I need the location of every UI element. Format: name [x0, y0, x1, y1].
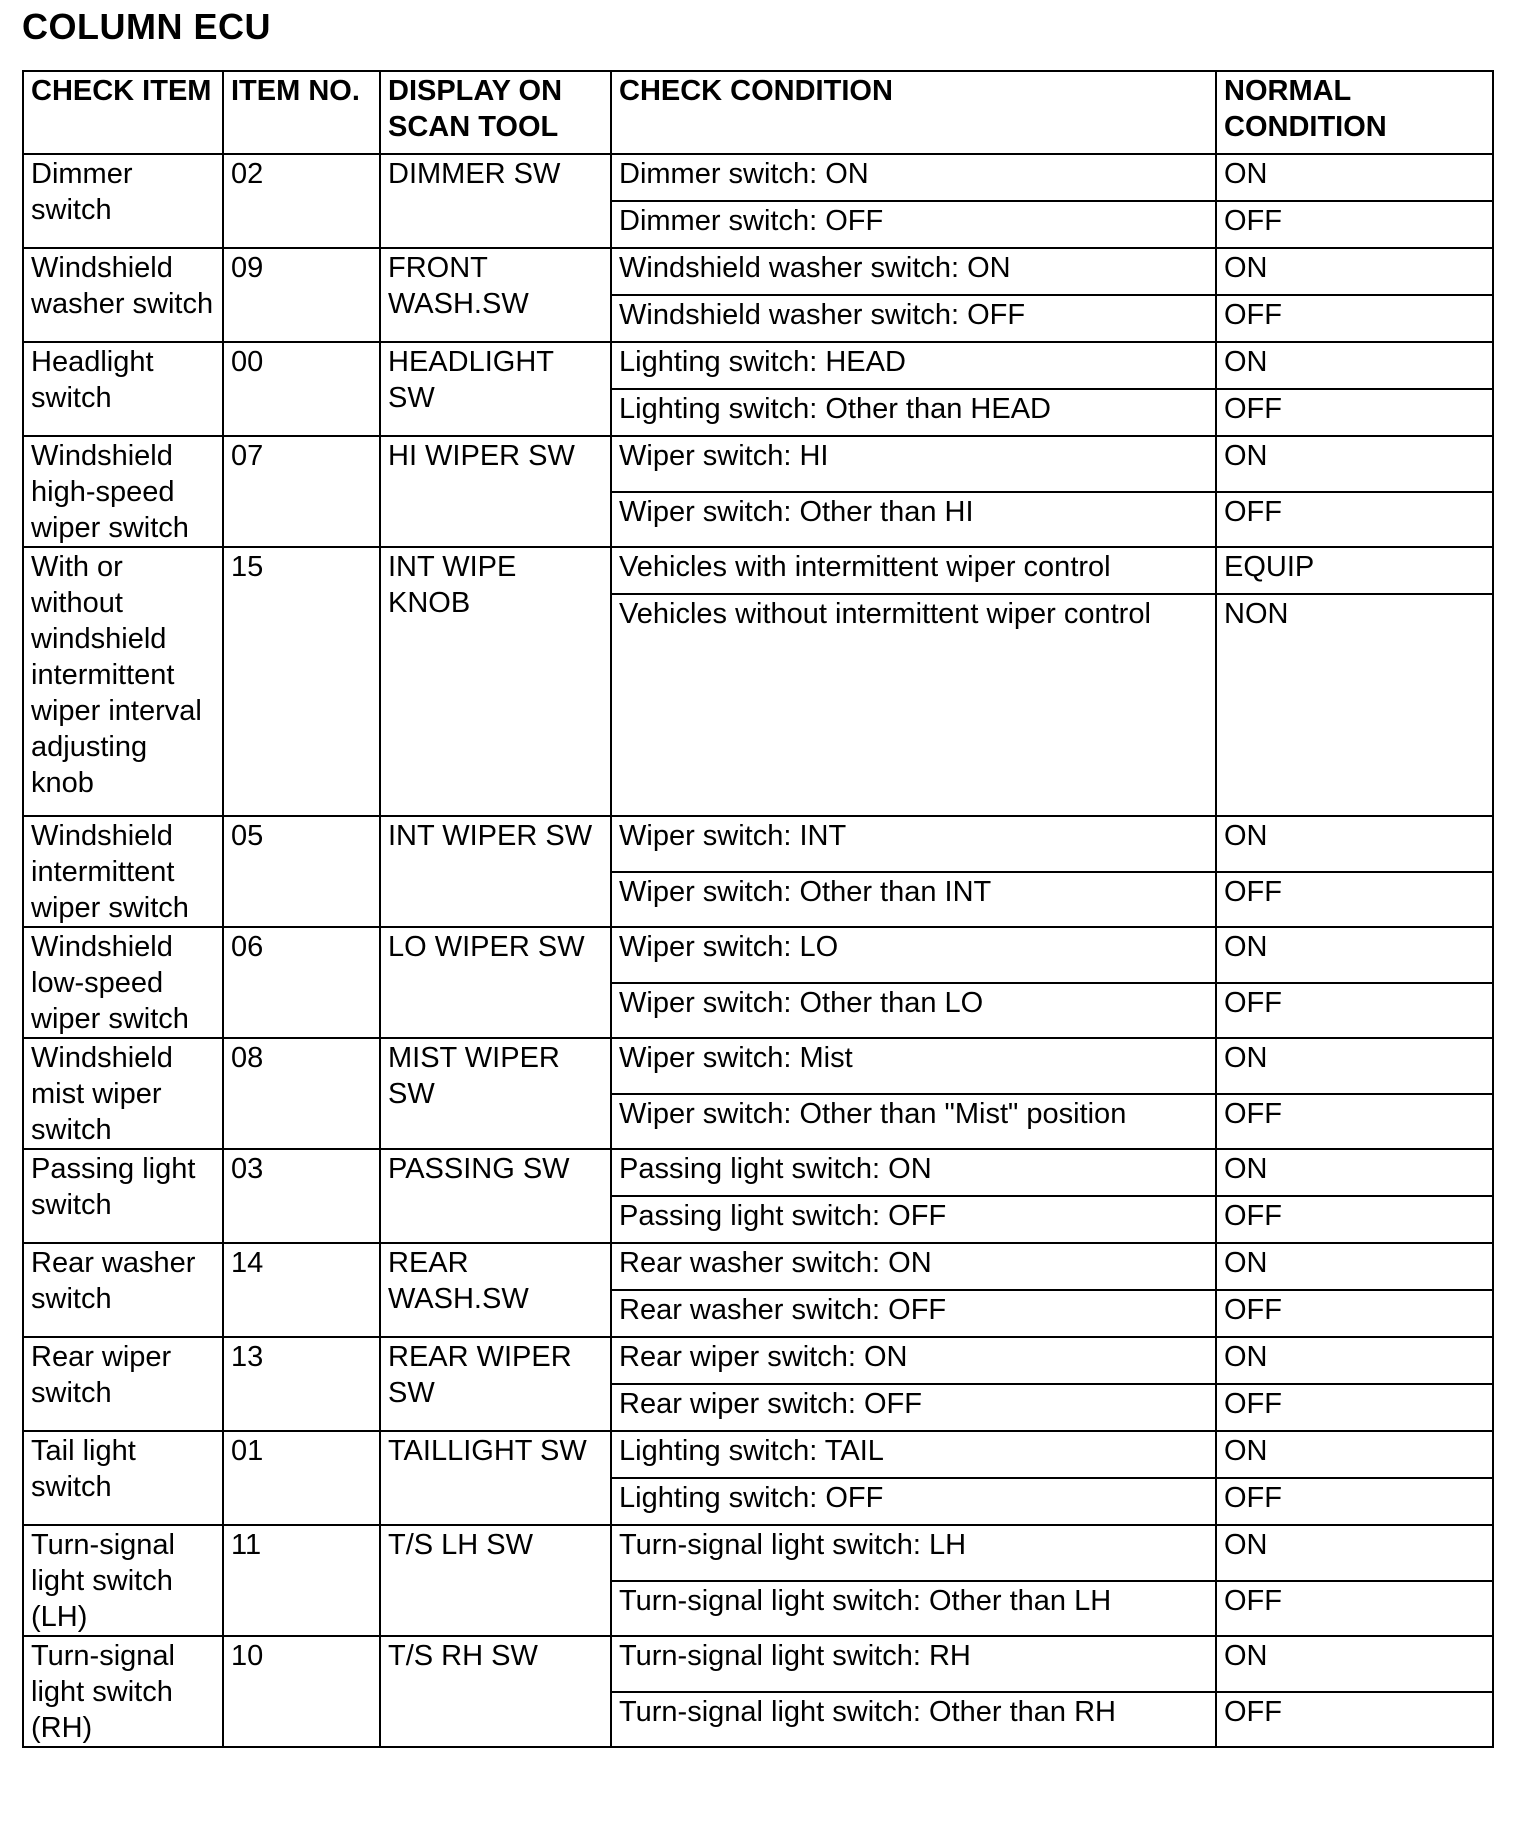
table-row	[23, 342, 1493, 389]
display-cell: LO WIPER SW	[380, 927, 611, 1038]
table-row	[23, 927, 1493, 983]
page-title: COLUMN ECU	[22, 6, 271, 47]
table-row	[23, 1337, 1493, 1384]
display-cell: DIMMER SW	[380, 154, 611, 248]
check-condition-cell: Turn-signal light switch: LH	[611, 1525, 1216, 1581]
check-item-cell: Windshield mist wiper switch	[23, 1038, 223, 1149]
normal-condition-cell: ON	[1216, 248, 1493, 295]
table-row	[23, 1038, 1493, 1094]
check-condition-cell: Lighting switch: Other than HEAD	[611, 389, 1216, 436]
check-condition-cell: Dimmer switch: ON	[611, 154, 1216, 201]
display-cell: PASSING SW	[380, 1149, 611, 1243]
table-row	[23, 1149, 1493, 1196]
normal-condition-cell: OFF	[1216, 201, 1493, 248]
item-no-cell: 14	[223, 1243, 380, 1337]
check-item-cell: Headlight switch	[23, 342, 223, 436]
normal-condition-cell: OFF	[1216, 1290, 1493, 1337]
normal-condition-cell: ON	[1216, 1525, 1493, 1581]
normal-condition-cell: ON	[1216, 1636, 1493, 1692]
check-condition-cell: Wiper switch: Other than "Mist" position	[611, 1094, 1216, 1150]
check-condition-cell: Turn-signal light switch: Other than RH	[611, 1692, 1216, 1748]
check-condition-cell: Lighting switch: TAIL	[611, 1431, 1216, 1478]
check-item-cell: Rear washer switch	[23, 1243, 223, 1337]
normal-condition-cell: NON	[1216, 594, 1493, 816]
item-no-cell: 13	[223, 1337, 380, 1431]
check-condition-cell: Turn-signal light switch: RH	[611, 1636, 1216, 1692]
item-no-cell: 06	[223, 927, 380, 1038]
normal-condition-cell: OFF	[1216, 1094, 1493, 1150]
item-no-cell: 02	[223, 154, 380, 248]
item-no-cell: 08	[223, 1038, 380, 1149]
column-ecu-table	[22, 70, 1494, 1748]
table-row	[23, 1243, 1493, 1290]
display-cell: FRONT WASH.SW	[380, 248, 611, 342]
check-item-cell: Rear wiper switch	[23, 1337, 223, 1431]
display-cell: REAR WASH.SW	[380, 1243, 611, 1337]
display-cell: INT WIPE KNOB	[380, 547, 611, 816]
table-row	[23, 547, 1493, 594]
check-condition-cell: Vehicles with intermittent wiper control	[611, 547, 1216, 594]
table-row	[23, 154, 1493, 201]
check-condition-cell: Lighting switch: OFF	[611, 1478, 1216, 1525]
table-row	[23, 816, 1493, 872]
normal-condition-cell: ON	[1216, 1038, 1493, 1094]
normal-condition-cell: OFF	[1216, 983, 1493, 1039]
check-condition-cell: Windshield washer switch: ON	[611, 248, 1216, 295]
check-condition-cell: Wiper switch: Other than HI	[611, 492, 1216, 548]
check-condition-cell: Lighting switch: HEAD	[611, 342, 1216, 389]
check-condition-cell: Passing light switch: OFF	[611, 1196, 1216, 1243]
check-condition-cell: Vehicles without intermittent wiper control	[611, 594, 1216, 816]
table-row	[23, 1636, 1493, 1692]
check-item-cell: Windshield high-speed wiper switch	[23, 436, 223, 547]
check-condition-cell: Dimmer switch: OFF	[611, 201, 1216, 248]
normal-condition-cell: ON	[1216, 1337, 1493, 1384]
check-item-cell: Windshield washer switch	[23, 248, 223, 342]
check-condition-cell: Rear wiper switch: OFF	[611, 1384, 1216, 1431]
table-row	[23, 1431, 1493, 1478]
item-no-cell: 09	[223, 248, 380, 342]
item-no-cell: 00	[223, 342, 380, 436]
normal-condition-cell: ON	[1216, 154, 1493, 201]
header-check-condition: CHECK CONDITION	[611, 71, 1216, 154]
item-no-cell: 11	[223, 1525, 380, 1636]
normal-condition-cell: ON	[1216, 1149, 1493, 1196]
check-condition-cell: Turn-signal light switch: Other than LH	[611, 1581, 1216, 1637]
display-cell: REAR WIPER SW	[380, 1337, 611, 1431]
display-cell: TAILLIGHT SW	[380, 1431, 611, 1525]
normal-condition-cell: OFF	[1216, 1581, 1493, 1637]
check-condition-cell: Rear wiper switch: ON	[611, 1337, 1216, 1384]
table-row	[23, 248, 1493, 295]
normal-condition-cell: OFF	[1216, 389, 1493, 436]
item-no-cell: 05	[223, 816, 380, 927]
item-no-cell: 03	[223, 1149, 380, 1243]
normal-condition-cell: OFF	[1216, 1692, 1493, 1748]
table-row	[23, 1525, 1493, 1581]
display-cell: HEADLIGHT SW	[380, 342, 611, 436]
check-condition-cell: Rear washer switch: OFF	[611, 1290, 1216, 1337]
normal-condition-cell: OFF	[1216, 872, 1493, 928]
normal-condition-cell: ON	[1216, 816, 1493, 872]
display-cell: T/S RH SW	[380, 1636, 611, 1747]
display-cell: INT WIPER SW	[380, 816, 611, 927]
check-condition-cell: Wiper switch: Other than LO	[611, 983, 1216, 1039]
normal-condition-cell: ON	[1216, 342, 1493, 389]
item-no-cell: 10	[223, 1636, 380, 1747]
header-display: DISPLAY ON SCAN TOOL	[380, 71, 611, 154]
display-cell: HI WIPER SW	[380, 436, 611, 547]
display-cell: MIST WIPER SW	[380, 1038, 611, 1149]
normal-condition-cell: ON	[1216, 1243, 1493, 1290]
header-row	[23, 71, 1493, 154]
check-item-cell: With or without windshield intermittent wiper interval adjusting knob	[23, 547, 223, 816]
header-item-no: ITEM NO.	[223, 71, 380, 154]
check-item-cell: Dimmer switch	[23, 154, 223, 248]
display-cell: T/S LH SW	[380, 1525, 611, 1636]
header-check-item: CHECK ITEM	[23, 71, 223, 154]
normal-condition-cell: OFF	[1216, 1384, 1493, 1431]
check-item-cell: Windshield intermittent wiper switch	[23, 816, 223, 927]
normal-condition-cell: OFF	[1216, 1196, 1493, 1243]
item-no-cell: 15	[223, 547, 380, 816]
normal-condition-cell: ON	[1216, 927, 1493, 983]
check-item-cell: Turn-signal light switch (LH)	[23, 1525, 223, 1636]
check-item-cell: Turn-signal light switch (RH)	[23, 1636, 223, 1747]
check-condition-cell: Windshield washer switch: OFF	[611, 295, 1216, 342]
table-row	[23, 436, 1493, 492]
check-condition-cell: Wiper switch: Mist	[611, 1038, 1216, 1094]
check-item-cell: Passing light switch	[23, 1149, 223, 1243]
check-item-cell: Tail light switch	[23, 1431, 223, 1525]
check-condition-cell: Wiper switch: HI	[611, 436, 1216, 492]
normal-condition-cell: OFF	[1216, 1478, 1493, 1525]
check-condition-cell: Wiper switch: LO	[611, 927, 1216, 983]
check-condition-cell: Wiper switch: INT	[611, 816, 1216, 872]
check-condition-cell: Rear washer switch: ON	[611, 1243, 1216, 1290]
check-item-cell: Windshield low-speed wiper switch	[23, 927, 223, 1038]
normal-condition-cell: ON	[1216, 436, 1493, 492]
normal-condition-cell: OFF	[1216, 492, 1493, 548]
item-no-cell: 01	[223, 1431, 380, 1525]
header-normal-condition: NORMAL CONDITION	[1216, 71, 1493, 154]
check-condition-cell: Passing light switch: ON	[611, 1149, 1216, 1196]
normal-condition-cell: OFF	[1216, 295, 1493, 342]
item-no-cell: 07	[223, 436, 380, 547]
normal-condition-cell: EQUIP	[1216, 547, 1493, 594]
check-condition-cell: Wiper switch: Other than INT	[611, 872, 1216, 928]
table-body	[23, 154, 1493, 1747]
normal-condition-cell: ON	[1216, 1431, 1493, 1478]
